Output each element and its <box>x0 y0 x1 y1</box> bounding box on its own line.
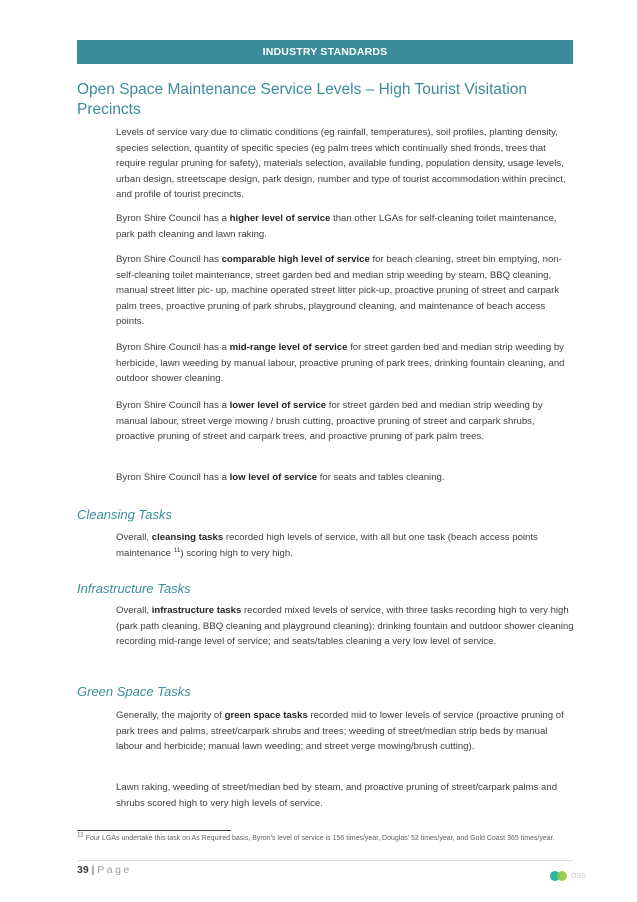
infrastructure-tasks-heading: Infrastructure Tasks <box>77 581 191 596</box>
logo-circles-icon <box>549 870 569 882</box>
footnote-reference: 11 <box>173 546 181 554</box>
infrastructure-tasks-paragraph: Overall, infrastructure tasks recorded mixed levels of service, with three tasks recording high to very high (park path cleaning, BBQ cleaning and playground cleaning); drinking fountain and outdoor shower cleaning recording mid-range level of service; and seats/tables cleaning a very low level of service. <box>116 605 574 647</box>
comparable-service-paragraph: Byron Shire Council has comparable high level of service for beach cleaning, street bin emptying, non-self-cleaning toilet maintenance, street garden bed and median strip weeding by steam, BBQ cleaning, manual street litter pic- up, machine operated street litter pick-up, proactive pruning of street and carpark palm trees, proactive pruning of park shrubs, playground cleaning, and maintenance of beach access points. <box>116 254 562 327</box>
page-separator: | <box>88 864 98 876</box>
company-logo <box>549 870 586 882</box>
page-footer <box>77 864 132 876</box>
logo-text: OSS <box>571 872 586 880</box>
intro-paragraph: Levels of service vary due to climatic conditions (eg rainfall, temperatures), soil profiles, planting density, species selection, quantity of specific species (eg palm trees which continually shed fronds, trees that require regular pruning for safety), materials selection, available funding, population density, usage levels, urban design, streetscape design, park design, number and type of tourist accommodation within precinct, and profile of tourist precincts. <box>116 127 566 200</box>
banner-label: INDUSTRY STANDARDS <box>262 46 388 58</box>
lower-service-paragraph: Byron Shire Council has a lower level of service for street garden bed and median strip weeding by manual labour, street verge mowing / brush cutting, proactive pruning of street and carpark shrubs, proactive pruning of street and carpark trees, and proactive pruning of park palm trees. <box>116 400 543 442</box>
cleansing-tasks-paragraph: Overall, cleansing tasks recorded high levels of service, with all but one task (beach access points maintenance $^{11}$) scoring high to very high. <box>116 532 538 559</box>
page-title: Open Space Maintenance Service Levels – High Tourist Visitation Precincts <box>77 81 528 118</box>
higher-service-paragraph: Byron Shire Council has a higher level of service than other LGAs for self-cleaning toilet maintenance, park path cleaning and lawn raking. <box>116 213 557 240</box>
low-service-paragraph: Byron Shire Council has a low level of service for seats and tables cleaning. <box>116 472 445 483</box>
footer-divider <box>77 860 573 861</box>
footnote-number: 11 <box>77 831 84 839</box>
page-word: Page <box>97 864 132 876</box>
section-banner <box>77 40 573 64</box>
page-number: 39 <box>77 864 89 876</box>
midrange-service-paragraph: Byron Shire Council has a mid-range level of service for street garden bed and median strip weeding by herbicide, lawn weeding by manual labour, proactive pruning of park trees, drinking fountain cleaning, and outdoor shower cleaning. <box>116 342 565 384</box>
green-space-tasks-paragraph: Generally, the majority of green space tasks recorded mid to lower levels of service (proactive pruning of park trees and palms, street/carpark shrubs and trees; weeding of street/median strip beds by manual labour and herbicide; manual lawn weeding; and street verge mowing/brush cutting). <box>116 710 564 752</box>
footnote: $^{11}$ Four LGAs undertake this task on As Required basis, Byron’s level of service is 156 times/year, Douglas’ 52 times/year, and Gold Coast 365 times/year. <box>77 831 555 842</box>
green-space-tasks-heading: Green Space Tasks <box>77 684 191 699</box>
footnote-divider <box>77 830 231 831</box>
cleansing-tasks-heading: Cleansing Tasks <box>77 507 172 522</box>
green-space-high-paragraph: Lawn raking, weeding of street/median bed by steam, and proactive pruning of street/carpark palms and shrubs scored high to very high levels of service. <box>116 782 558 809</box>
